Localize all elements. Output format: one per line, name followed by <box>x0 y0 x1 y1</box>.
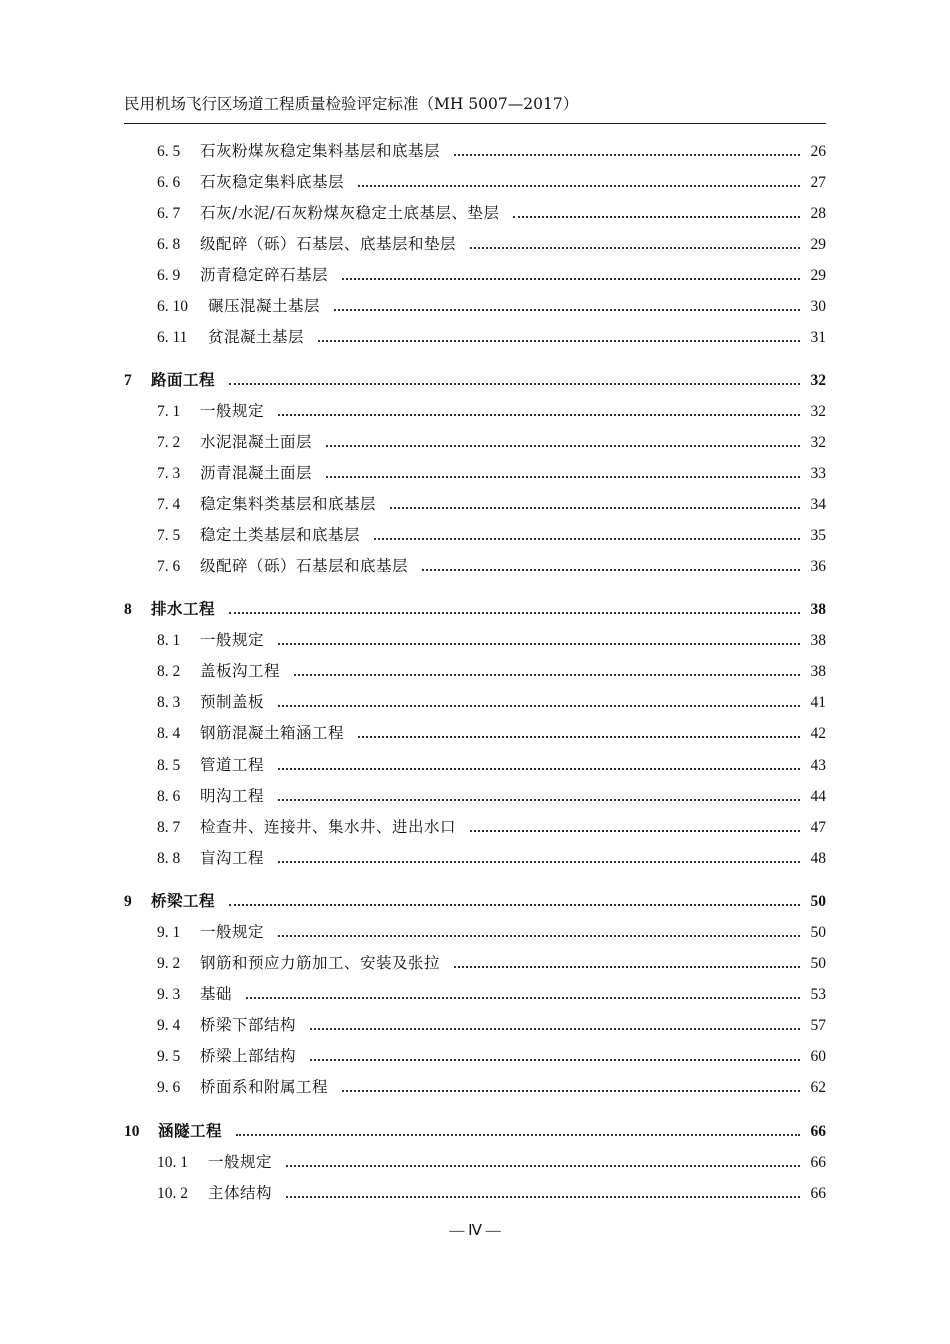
dot-leader <box>278 767 800 770</box>
dot-leader <box>310 1058 800 1061</box>
toc-entry-number: 7. 3 <box>157 465 181 482</box>
dot-leader <box>229 382 800 385</box>
toc-entry-title: 碾压混凝土基层 <box>208 297 321 315</box>
dot-leader <box>278 704 800 707</box>
toc-entry-page: 57 <box>810 1017 826 1034</box>
toc-chapter-page: 50 <box>810 893 826 910</box>
toc-entry-6-5[interactable] <box>157 141 826 162</box>
toc-entry-7-5[interactable] <box>157 525 826 546</box>
dot-leader <box>229 903 800 906</box>
toc-entry-number: 8. 5 <box>157 757 181 774</box>
dot-leader <box>358 184 800 187</box>
toc-entry-title: 盖板沟工程 <box>200 662 281 680</box>
toc-entry-9-4[interactable] <box>157 1015 826 1036</box>
toc-entry-9-2[interactable] <box>157 953 826 974</box>
toc-entry-title: 预制盖板 <box>200 693 265 711</box>
toc-entry-page: 26 <box>810 143 826 160</box>
toc-entry-number: 9. 2 <box>157 955 181 972</box>
toc-entry-title: 明沟工程 <box>200 787 265 805</box>
toc-entry-title: 一般规定 <box>200 923 265 941</box>
toc-entry-number: 6. 5 <box>157 143 181 160</box>
toc-chapter-number: 7 <box>124 372 132 389</box>
toc-entry-page: 38 <box>810 632 826 649</box>
toc-entry-8-5[interactable] <box>157 755 826 776</box>
toc-entry-page: 50 <box>810 955 826 972</box>
toc-entry-page: 53 <box>810 986 826 1003</box>
toc-entry-page: 48 <box>810 850 826 867</box>
toc-entry-7-3[interactable] <box>157 463 826 484</box>
toc-entry-title: 钢筋混凝土箱涵工程 <box>200 724 345 742</box>
toc-entry-10-1[interactable] <box>157 1152 826 1173</box>
toc-entry-number: 7. 5 <box>157 527 181 544</box>
toc-chapter-number: 10 <box>124 1123 140 1140</box>
dot-leader <box>310 1027 800 1030</box>
toc-entry-number: 6. 11 <box>157 329 188 346</box>
toc-entry-page: 36 <box>810 558 826 575</box>
toc-entry-number: 6. 7 <box>157 205 181 222</box>
toc-entry-page: 38 <box>810 663 826 680</box>
toc-chapter-number: 9 <box>124 893 132 910</box>
dot-leader <box>229 611 800 614</box>
toc-entry-title: 水泥混凝土面层 <box>200 433 313 451</box>
toc-entry-9-3[interactable] <box>157 984 826 1005</box>
toc-entry-6-7[interactable] <box>157 203 826 224</box>
toc-entry-title: 一般规定 <box>200 402 265 420</box>
toc-chapter-page: 32 <box>810 372 826 389</box>
toc-chapter-title: 桥梁工程 <box>151 891 216 910</box>
dot-leader <box>286 1195 800 1198</box>
toc-chapter-page: 66 <box>810 1123 826 1140</box>
toc-chapter-10[interactable] <box>124 1121 826 1142</box>
dot-leader <box>422 568 800 571</box>
toc-entry-number: 9. 6 <box>157 1079 181 1096</box>
toc-entry-number: 10. 2 <box>157 1185 188 1202</box>
toc-entry-8-8[interactable] <box>157 848 826 869</box>
dot-leader <box>278 642 800 645</box>
dot-leader <box>454 965 800 968</box>
toc-entry-number: 9. 4 <box>157 1017 181 1034</box>
toc-entry-8-3[interactable] <box>157 692 826 713</box>
toc-entry-title: 稳定集料类基层和底基层 <box>200 495 377 513</box>
toc-entry-page: 30 <box>810 298 826 315</box>
toc-entry-number: 8. 2 <box>157 663 181 680</box>
toc-entry-title: 石灰稳定集料底基层 <box>200 173 345 191</box>
toc-entry-title: 桥梁上部结构 <box>200 1047 297 1065</box>
toc-entry-title: 桥面系和附属工程 <box>200 1078 329 1096</box>
dot-leader <box>342 277 800 280</box>
toc-entry-number: 7. 4 <box>157 496 181 513</box>
dot-leader <box>294 673 800 676</box>
toc-entry-number: 8. 7 <box>157 819 181 836</box>
toc-entry-page: 27 <box>810 174 826 191</box>
toc-entry-page: 29 <box>810 267 826 284</box>
dot-leader <box>513 215 800 218</box>
toc-entry-9-6[interactable] <box>157 1077 826 1098</box>
toc-entry-title: 基础 <box>200 985 233 1003</box>
toc-entry-number: 10. 1 <box>157 1154 188 1171</box>
toc-entry-page: 50 <box>810 924 826 941</box>
toc-entry-8-6[interactable] <box>157 786 826 807</box>
dot-leader <box>286 1164 800 1167</box>
toc-entry-title: 贫混凝土基层 <box>208 328 305 346</box>
toc-entry-6-8[interactable] <box>157 234 826 255</box>
toc-entry-title: 一般规定 <box>208 1153 273 1171</box>
dot-leader <box>390 506 800 509</box>
toc-entry-number: 8. 8 <box>157 850 181 867</box>
toc-entry-page: 66 <box>810 1154 826 1171</box>
dot-leader <box>236 1133 800 1136</box>
toc-entry-number: 8. 3 <box>157 694 181 711</box>
dot-leader <box>342 1089 800 1092</box>
toc-chapter-9[interactable] <box>124 891 826 912</box>
toc-entry-page: 28 <box>810 205 826 222</box>
toc-entry-number: 7. 6 <box>157 558 181 575</box>
toc-entry-page: 31 <box>810 329 826 346</box>
running-header: 民用机场飞行区场道工程质量检验评定标准（MH 5007—2017） <box>124 95 579 113</box>
toc-entry-9-5[interactable] <box>157 1046 826 1067</box>
toc-entry-title: 稳定土类基层和底基层 <box>200 526 361 544</box>
toc-chapter-8[interactable] <box>124 599 826 620</box>
toc-entry-page: 41 <box>810 694 826 711</box>
toc-entry-page: 62 <box>810 1079 826 1096</box>
toc-entry-title: 桥梁下部结构 <box>200 1016 297 1034</box>
toc-entry-6-6[interactable] <box>157 172 826 193</box>
toc-entry-page: 43 <box>810 757 826 774</box>
toc-entry-title: 主体结构 <box>208 1184 273 1202</box>
toc-chapter-number: 8 <box>124 601 132 618</box>
toc-entry-number: 9. 5 <box>157 1048 181 1065</box>
toc-entry-title: 管道工程 <box>200 756 265 774</box>
dot-leader <box>326 475 800 478</box>
toc-entry-7-6[interactable] <box>157 556 826 577</box>
toc-chapter-title: 涵隧工程 <box>158 1121 223 1140</box>
toc-entry-10-2[interactable] <box>157 1183 826 1204</box>
toc-entry-page: 66 <box>810 1185 826 1202</box>
toc-entry-8-7[interactable] <box>157 817 826 838</box>
toc-entry-title: 石灰/水泥/石灰粉煤灰稳定土底基层、垫层 <box>200 204 500 222</box>
toc-entry-page: 32 <box>810 434 826 451</box>
toc-entry-number: 8. 1 <box>157 632 181 649</box>
toc-chapter-page: 38 <box>810 601 826 618</box>
toc-entry-title: 一般规定 <box>200 631 265 649</box>
dot-leader <box>278 934 800 937</box>
toc-entry-page: 35 <box>810 527 826 544</box>
toc-entry-9-1[interactable] <box>157 922 826 943</box>
toc-entry-page: 29 <box>810 236 826 253</box>
toc-entry-number: 6. 8 <box>157 236 181 253</box>
toc-entry-number: 6. 9 <box>157 267 181 284</box>
toc-entry-number: 6. 10 <box>157 298 188 315</box>
toc-entry-number: 7. 2 <box>157 434 181 451</box>
toc-entry-title: 钢筋和预应力筋加工、安装及张拉 <box>200 954 441 972</box>
toc-entry-title: 级配碎（砾）石基层和底基层 <box>200 557 409 575</box>
toc-entry-number: 9. 1 <box>157 924 181 941</box>
toc-entry-7-4[interactable] <box>157 494 826 515</box>
toc-entry-title: 沥青混凝土面层 <box>200 464 313 482</box>
dot-leader <box>374 537 800 540</box>
toc-entry-title: 石灰粉煤灰稳定集料基层和底基层 <box>200 142 441 160</box>
dot-leader <box>246 996 800 999</box>
toc-entry-number: 6. 6 <box>157 174 181 191</box>
toc-entry-page: 42 <box>810 725 826 742</box>
toc-chapter-7[interactable] <box>124 370 826 391</box>
toc-entry-6-11[interactable] <box>157 327 826 348</box>
toc-entry-number: 7. 1 <box>157 403 181 420</box>
toc-entry-title: 沥青稳定碎石基层 <box>200 266 329 284</box>
toc-entry-page: 33 <box>810 465 826 482</box>
dot-leader <box>470 246 800 249</box>
toc-entry-page: 34 <box>810 496 826 513</box>
toc-entry-number: 8. 6 <box>157 788 181 805</box>
toc-entry-page: 60 <box>810 1048 826 1065</box>
toc-entry-title: 级配碎（砾）石基层、底基层和垫层 <box>200 235 457 253</box>
dot-leader <box>278 860 800 863</box>
dot-leader <box>318 339 800 342</box>
toc-entry-8-4[interactable] <box>157 723 826 744</box>
dot-leader <box>278 413 800 416</box>
toc-entry-title: 检查井、连接井、集水井、进出水口 <box>200 818 457 836</box>
toc-entry-page: 44 <box>810 788 826 805</box>
page-number: — Ⅳ — <box>449 1223 501 1239</box>
toc-chapter-title: 路面工程 <box>151 370 216 389</box>
toc-entry-page: 32 <box>810 403 826 420</box>
toc-entry-6-9[interactable] <box>157 265 826 286</box>
dot-leader <box>470 829 800 832</box>
dot-leader <box>358 735 800 738</box>
toc-entry-8-2[interactable] <box>157 661 826 682</box>
dot-leader <box>334 308 800 311</box>
toc-entry-8-1[interactable] <box>157 630 826 651</box>
toc-entry-6-10[interactable] <box>157 296 826 317</box>
toc-entry-7-2[interactable] <box>157 432 826 453</box>
toc-entry-number: 8. 4 <box>157 725 181 742</box>
toc-entry-7-1[interactable] <box>157 401 826 422</box>
toc-chapter-title: 排水工程 <box>151 599 216 618</box>
dot-leader <box>278 798 800 801</box>
toc-entry-page: 47 <box>810 819 826 836</box>
dot-leader <box>454 153 800 156</box>
toc-entry-title: 盲沟工程 <box>200 849 265 867</box>
toc-entry-number: 9. 3 <box>157 986 181 1003</box>
dot-leader <box>326 444 800 447</box>
